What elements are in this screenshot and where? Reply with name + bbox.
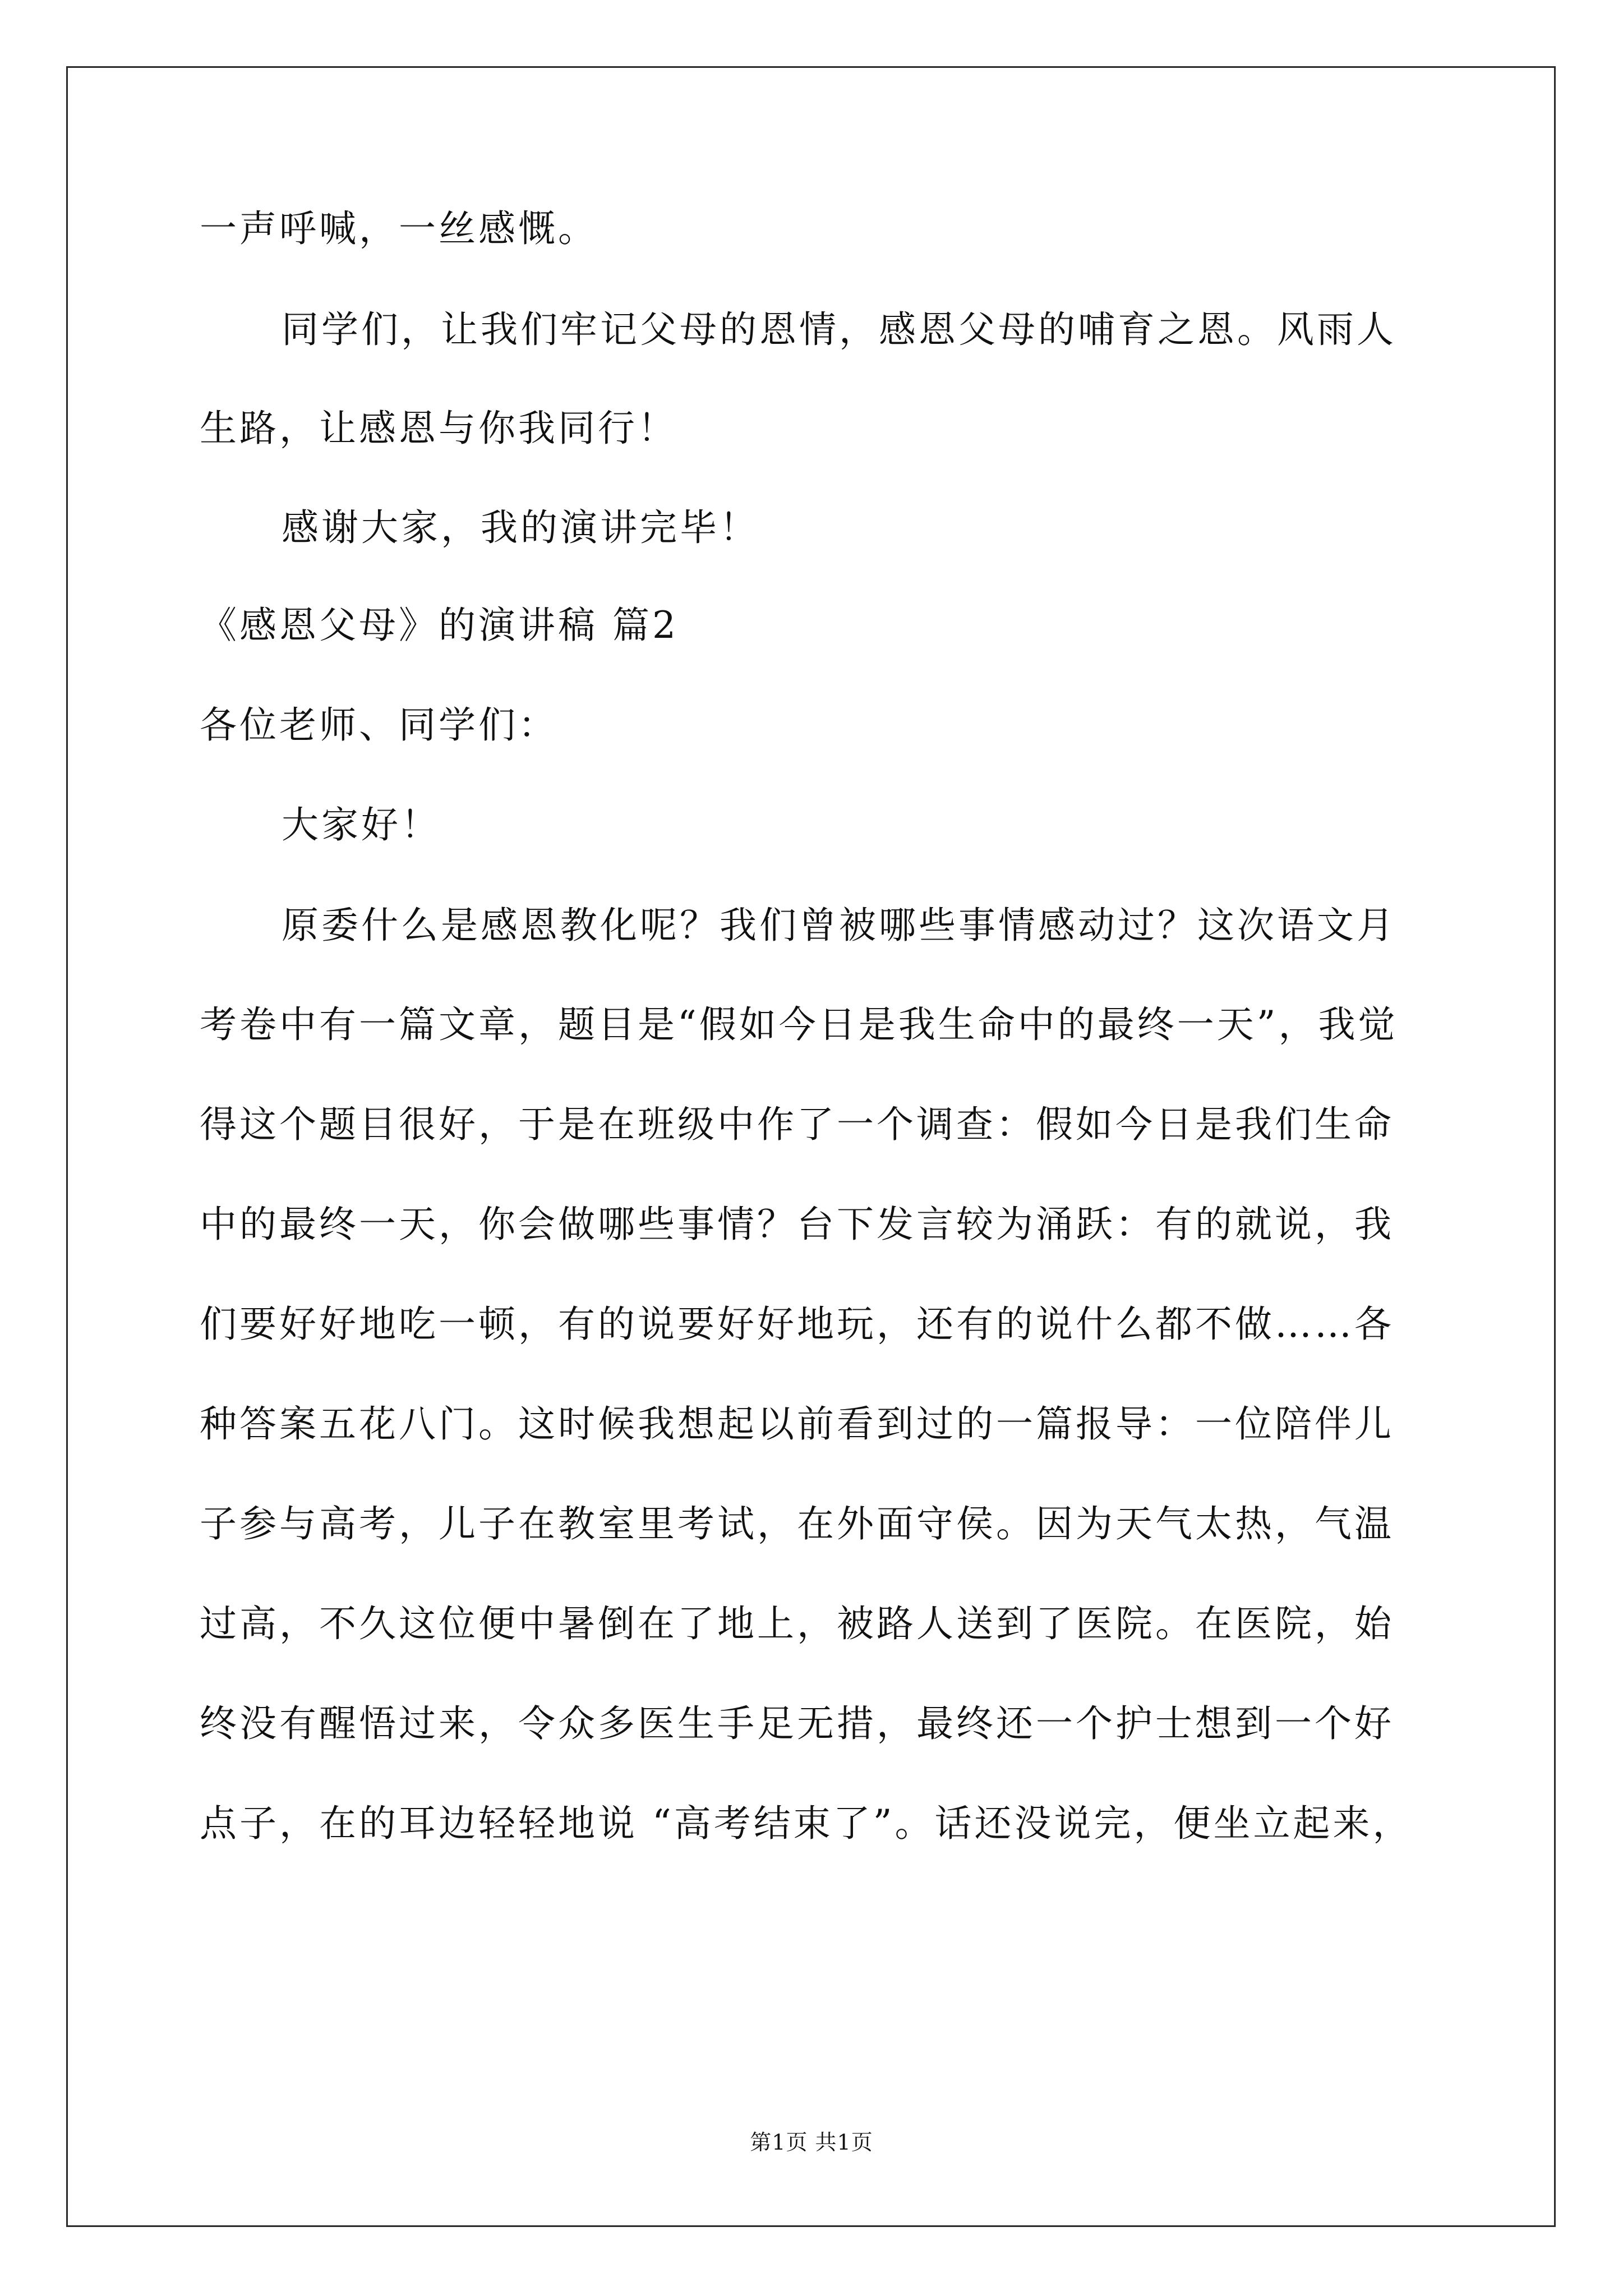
page-footer: 第1页 共1页 [750,2130,873,2155]
page-border [66,66,1556,2227]
text-line: 种答案五花八门。这时候我想起以前看到过的一篇报导：一位陪伴儿 [200,1402,1394,1446]
text-line: 过高，不久这位便中暑倒在了地上，被路人送到了医院。在医院，始 [200,1602,1394,1645]
text-line: 考卷中有一篇文章，题目是“假如今日是我生命中的最终一天”，我觉 [200,1003,1398,1046]
text-line: 终没有醒悟过来，令众多医生手足无措，最终还一个护士想到一个好 [200,1702,1394,1745]
text-line: 同学们，让我们牢记父母的恩情，感恩父母的哺育之恩。风雨人 [282,308,1396,351]
greeting: 大家好！ [282,803,441,846]
section-heading: 《感恩父母》的演讲稿 篇2 [200,604,679,647]
text-line: 中的最终一天，你会做哪些事情？台下发言较为涌跃：有的就说，我 [200,1203,1394,1246]
text-line: 生路，让感恩与你我同行！ [200,407,677,450]
text-line: 得这个题目很好，于是在班级中作了一个调查：假如今日是我们生命 [200,1103,1394,1146]
text-line: 一声呼喊，一丝感慨。 [200,207,598,250]
text-line: 点子，在的耳边轻轻地说 “高考结束了”。话还没说完，便坐立起来， [200,1802,1413,1845]
text-line: 们要好好地吃一顿，有的说要好好地玩，还有的说什么都不做……各 [200,1303,1394,1346]
salutation: 各位老师、同学们： [200,703,558,747]
text-line: 感谢大家，我的演讲完毕！ [282,506,759,549]
text-line: 子参与高考，儿子在教室里考试，在外面守侯。因为天气太热，气温 [200,1502,1394,1545]
text-line: 原委什么是感恩教化呢？我们曾被哪些事情感动过？这次语文月 [282,904,1396,947]
